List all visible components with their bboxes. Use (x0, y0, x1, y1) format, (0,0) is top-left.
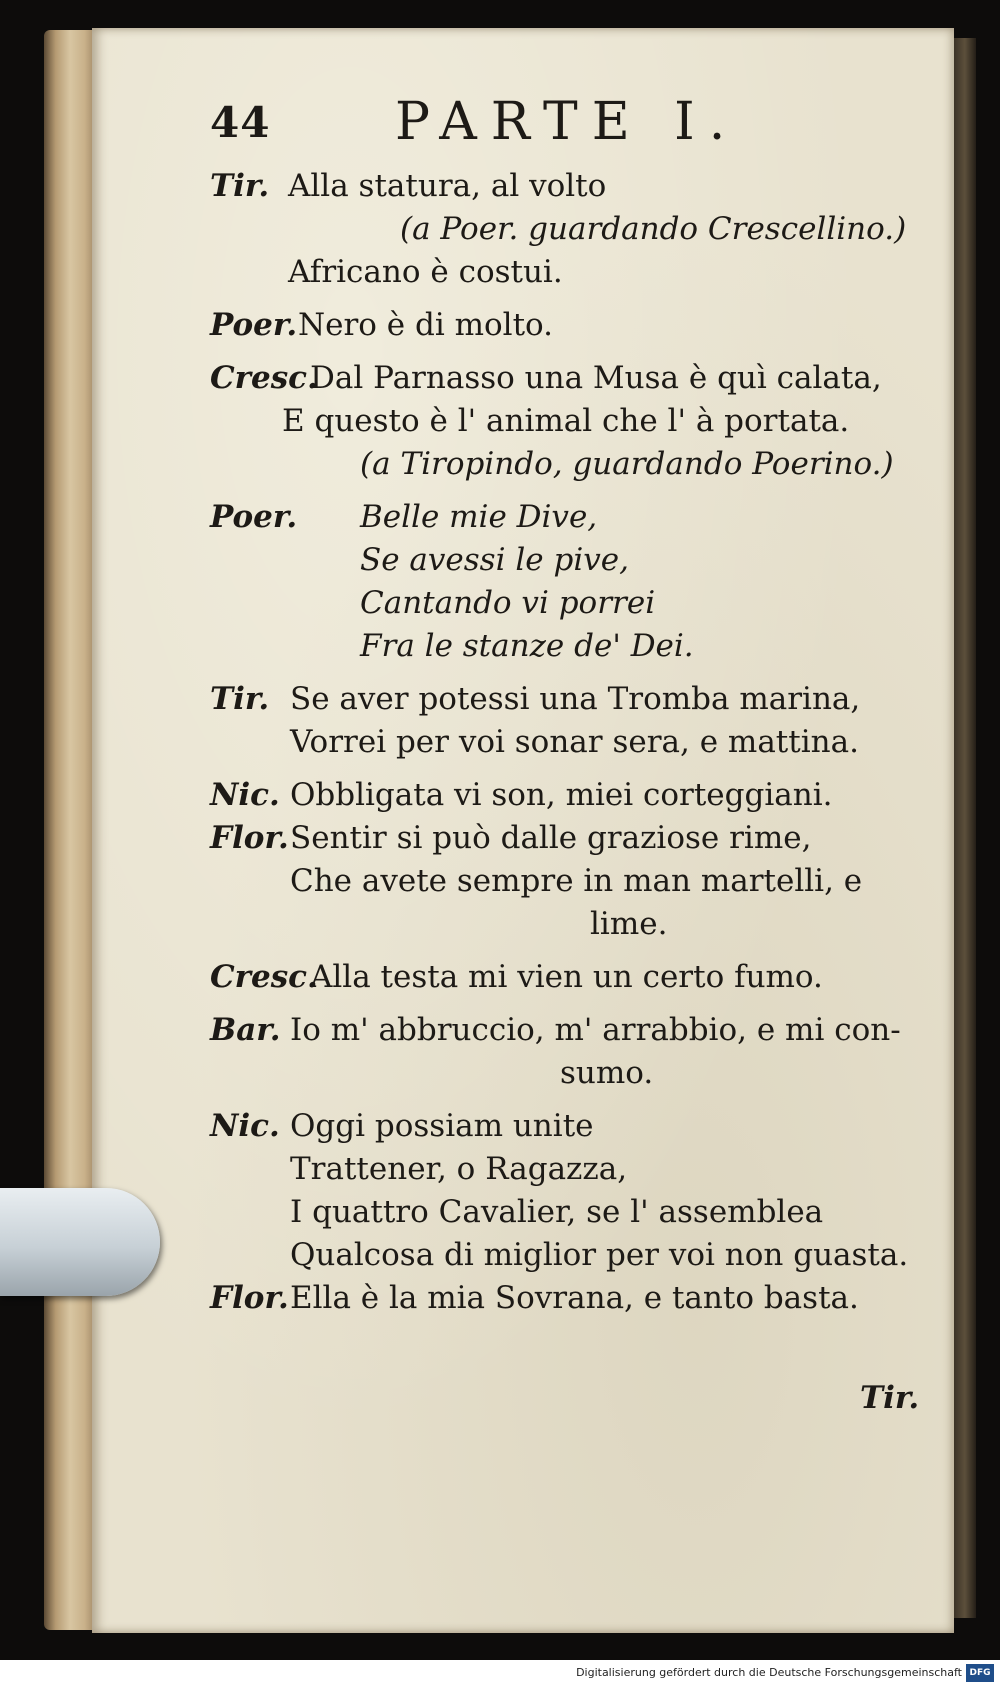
line-text: (a Tiropindo, guardando Poerino.) (360, 446, 894, 482)
speaker-label: Tir. (210, 168, 270, 204)
dialogue-line (210, 903, 930, 946)
dialogue-line (210, 678, 930, 721)
line-text: Che avete sempre in man martelli, e (290, 863, 863, 899)
line-text: Alla testa mi vien un certo fumo. (310, 959, 823, 995)
dialogue-line (210, 357, 930, 400)
line-text: Io m' abbruccio, m' arrabbio, e mi con- (290, 1012, 901, 1048)
dialogue-line (210, 1105, 930, 1148)
dialogue-line (210, 817, 930, 860)
dialogue-line (210, 582, 930, 625)
running-head: PARTE I. (395, 92, 740, 152)
speaker-label: Flor. (210, 820, 289, 856)
dialogue-line (210, 1052, 930, 1095)
line-text: Trattener, o Ragazza, (290, 1151, 628, 1187)
dialogue-line (210, 956, 930, 999)
dialogue-line (210, 774, 930, 817)
dialogue-line (210, 400, 930, 443)
dialogue-line (210, 165, 930, 208)
line-text: E questo è l' animal che l' à portata. (282, 403, 850, 439)
dialogue-line (210, 1148, 930, 1191)
line-text: Ella è la mia Sovrana, e tanto basta. (290, 1280, 859, 1316)
speaker-label: Nic. (210, 1108, 280, 1144)
line-text: Cantando vi porrei (360, 585, 656, 621)
speaker-label: Poer. (210, 307, 298, 343)
speaker-label: Tir. (210, 681, 270, 717)
dialogue-line (210, 1009, 930, 1052)
stage-direction (210, 443, 930, 486)
line-text: Oggi possiam unite (290, 1108, 594, 1144)
dialogue-line (210, 1191, 930, 1234)
footer-credit: Digitalisierung gefördert durch die Deutsche Forschungsgemeinschaft (576, 1666, 962, 1679)
catchword: Tir. (860, 1380, 920, 1416)
line-text: Fra le stanze de' Dei. (360, 628, 694, 664)
dialogue-line (210, 721, 930, 764)
dialogue-line (210, 539, 930, 582)
dialogue-line (210, 496, 930, 539)
dialogue-line (210, 1234, 930, 1277)
line-text: Alla statura, al volto (288, 168, 607, 204)
dialogue-line (210, 304, 930, 347)
dialogue-text (210, 165, 930, 1320)
dialogue-line (210, 860, 930, 903)
page-number: 44 (210, 98, 271, 147)
speaker-label: Cresc. (210, 959, 318, 995)
speaker-label: Poer. (210, 499, 298, 535)
page-header (210, 88, 930, 158)
line-text: Qualcosa di miglior per voi non guasta. (290, 1237, 909, 1273)
line-text: (a Poer. guardando Crescellino.) (400, 211, 907, 247)
line-text: Nero è di molto. (298, 307, 554, 343)
speaker-label: Nic. (210, 777, 280, 813)
dfg-logo-icon: DFG (966, 1664, 994, 1682)
line-text: Se avessi le pive, (360, 542, 629, 578)
line-text: sumo. (560, 1055, 654, 1091)
page-clip-tab (0, 1188, 160, 1296)
line-text: Africano è costui. (288, 254, 563, 290)
speaker-label: Bar. (210, 1012, 281, 1048)
dialogue-line (210, 625, 930, 668)
line-text: I quattro Cavalier, se l' assemblea (290, 1194, 824, 1230)
line-text: lime. (590, 906, 668, 942)
line-text: Sentir si può dalle graziose rime, (290, 820, 812, 856)
line-text: Dal Parnasso una Musa è quì calata, (310, 360, 882, 396)
line-text: Obbligata vi son, miei corteggiani. (290, 777, 833, 813)
speaker-label: Flor. (210, 1280, 289, 1316)
line-text: Belle mie Dive, (360, 499, 598, 535)
dialogue-line (210, 1277, 930, 1320)
dialogue-line (210, 251, 930, 294)
line-text: Vorrei per voi sonar sera, e mattina. (290, 724, 859, 760)
line-text: Se aver potessi una Tromba marina, (290, 681, 861, 717)
speaker-label: Cresc. (210, 360, 318, 396)
stage-direction (210, 208, 930, 251)
digitization-footer (0, 1660, 1000, 1689)
